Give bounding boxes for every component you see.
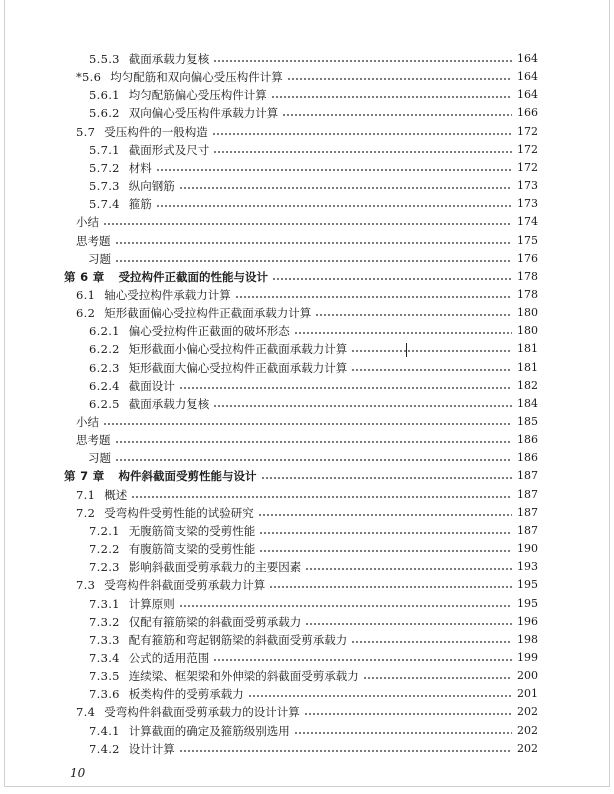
toc-entry bbox=[76, 413, 538, 431]
toc-entry-title: 概述 bbox=[104, 487, 128, 502]
toc-entry bbox=[89, 377, 538, 395]
toc-entry-page: 187 bbox=[517, 523, 538, 537]
toc-entry bbox=[89, 322, 538, 340]
dot-leader bbox=[213, 60, 512, 62]
dot-leader bbox=[287, 78, 512, 80]
toc-entry-page: 198 bbox=[517, 632, 538, 646]
dot-leader bbox=[363, 677, 512, 679]
toc-entry-title: 双向偏心受压构件承载力计算 bbox=[128, 106, 279, 121]
toc-entry-page: 173 bbox=[517, 197, 538, 211]
toc-entry-page: 186 bbox=[517, 451, 538, 465]
toc-entry-title: 纵向钢筋 bbox=[128, 179, 175, 194]
toc-entry bbox=[76, 486, 538, 504]
toc-entry-number: 5.7 bbox=[76, 124, 96, 139]
toc-entry-number: 6.2.2 bbox=[89, 342, 120, 357]
dot-leader bbox=[179, 750, 512, 752]
dot-leader bbox=[269, 586, 512, 588]
dot-leader bbox=[259, 532, 512, 534]
toc-entry-number: 7.2 bbox=[76, 505, 96, 520]
toc-entry-page: 178 bbox=[517, 287, 538, 301]
toc-entry bbox=[89, 395, 538, 413]
dot-leader bbox=[304, 713, 512, 715]
toc-entry bbox=[76, 703, 538, 721]
page-number: 10 bbox=[70, 766, 86, 780]
toc-entry-number: 7.3.1 bbox=[89, 596, 120, 611]
dot-leader bbox=[235, 296, 512, 298]
toc-entry-page: 199 bbox=[517, 650, 538, 664]
toc-entry bbox=[89, 104, 538, 122]
dot-leader bbox=[115, 260, 512, 262]
dot-leader bbox=[213, 659, 512, 661]
toc-entry bbox=[76, 123, 538, 141]
toc-entry-title: 无腹筋简支梁的受剪性能 bbox=[128, 523, 256, 538]
toc-entry-title: 配有箍筋和弯起钢筋梁的斜截面受剪承载力 bbox=[128, 632, 348, 647]
toc-entry bbox=[89, 722, 538, 740]
dot-leader bbox=[272, 278, 512, 280]
toc-entry-page: 172 bbox=[517, 160, 538, 174]
toc-entry-number: 5.7.1 bbox=[89, 142, 120, 157]
dot-leader bbox=[212, 133, 512, 135]
toc-entry bbox=[89, 359, 538, 377]
toc-entry bbox=[89, 613, 538, 631]
toc-entry bbox=[76, 68, 538, 86]
toc-entry-title: 截面承载力复核 bbox=[128, 52, 210, 66]
dot-leader bbox=[179, 187, 512, 189]
dot-leader bbox=[213, 151, 512, 153]
toc-entry-title: 习题 bbox=[88, 451, 111, 466]
toc-entry-title: 截面设计 bbox=[128, 378, 175, 393]
toc-entry-title: 影响斜截面受剪承载力的主要因素 bbox=[128, 560, 302, 575]
toc-entry-title: 轴心受拉构件承载力计算 bbox=[104, 287, 231, 302]
dot-leader bbox=[103, 423, 512, 425]
toc-entry bbox=[89, 595, 538, 613]
toc-entry-number: 6.2 bbox=[76, 306, 96, 321]
toc-entry bbox=[76, 286, 538, 304]
toc-entry-number: 6.2.4 bbox=[89, 378, 120, 393]
toc-entry-number: 7.2.1 bbox=[89, 523, 120, 538]
toc-entry-page: 196 bbox=[517, 614, 538, 628]
toc-entry-page: 185 bbox=[517, 415, 538, 428]
toc-entry-number: *5.6 bbox=[76, 70, 102, 85]
toc-entry-page: 186 bbox=[517, 433, 538, 447]
toc-entry-page: 180 bbox=[517, 324, 538, 338]
toc-entry bbox=[89, 540, 538, 558]
toc-entry bbox=[76, 232, 538, 250]
dot-leader bbox=[305, 623, 512, 625]
toc-entry-page: 201 bbox=[517, 687, 538, 701]
toc-entry-number: 7.3.3 bbox=[89, 632, 120, 647]
toc-entry-number: 7.2.2 bbox=[89, 542, 120, 557]
toc-entry-title: 计算截面的确定及箍筋级别选用 bbox=[128, 723, 290, 738]
toc-entry bbox=[89, 685, 538, 703]
toc-entry bbox=[89, 522, 538, 540]
toc-entry-number: 5.7.2 bbox=[89, 160, 120, 175]
toc-entry bbox=[76, 213, 538, 231]
toc-entry bbox=[89, 141, 538, 159]
toc-entry-number: 7.4.1 bbox=[89, 723, 120, 738]
toc-entry-title: 受弯构件受剪性能的试验研究 bbox=[104, 505, 254, 520]
toc-entry-title: 仅配有箍筋梁的斜截面受剪承载力 bbox=[128, 614, 302, 629]
toc-entry-page: 173 bbox=[517, 179, 538, 193]
dot-leader bbox=[131, 496, 512, 498]
toc-entry bbox=[89, 740, 538, 758]
toc-entry-page: 180 bbox=[517, 306, 538, 320]
toc-entry-title: 受弯构件斜截面受剪承载力计算 bbox=[104, 578, 266, 593]
toc-entry-number: 7.3.6 bbox=[89, 687, 120, 702]
toc-entry bbox=[89, 177, 538, 195]
toc-entry-page: 187 bbox=[517, 487, 538, 501]
toc-entry bbox=[89, 631, 538, 649]
toc-entry-number: 6.2.3 bbox=[89, 360, 120, 375]
toc-entry-title: 矩形截面大偏心受拉构件正截面承载力计算 bbox=[128, 360, 348, 375]
toc-chapter-entry bbox=[64, 268, 538, 286]
toc-entry-page: 172 bbox=[517, 124, 538, 138]
toc-entry bbox=[88, 250, 538, 268]
toc-entry-page: 187 bbox=[517, 505, 538, 519]
dot-leader bbox=[115, 459, 512, 461]
toc-entry-number: 5.5.3 bbox=[89, 52, 120, 66]
dot-leader bbox=[305, 568, 512, 570]
toc-entry-title: 小结 bbox=[76, 215, 99, 230]
toc-entry bbox=[89, 649, 538, 667]
toc-entry-page: 187 bbox=[517, 469, 538, 483]
toc-entry-title: 矩形截面小偏心受拉构件正截面承载力计算 bbox=[128, 342, 348, 357]
toc-entry-number: 7.4 bbox=[76, 705, 96, 720]
toc-entry bbox=[76, 576, 538, 594]
toc-entry-title: 小结 bbox=[76, 415, 99, 429]
toc-entry-title: 思考题 bbox=[76, 233, 111, 248]
toc-entry-title: 受拉构件正截面的性能与设计 bbox=[118, 269, 269, 284]
toc-entry-number: 5.6.2 bbox=[89, 106, 120, 121]
toc-entry-page: 182 bbox=[517, 378, 538, 392]
toc-entry bbox=[89, 195, 538, 213]
toc-entry-number: 第 7 章 bbox=[64, 469, 105, 484]
toc-chapter-entry bbox=[64, 467, 538, 485]
toc-entry-number: 第 6 章 bbox=[64, 269, 105, 284]
dot-leader bbox=[259, 550, 512, 552]
dot-leader bbox=[294, 332, 512, 334]
dot-leader bbox=[351, 350, 512, 352]
toc-entry-title: 构件斜截面受剪性能与设计 bbox=[118, 469, 257, 484]
toc-entry-title: 有腹筋简支梁的受剪性能 bbox=[128, 542, 256, 557]
dot-leader bbox=[156, 169, 512, 171]
toc-entry-title: 材料 bbox=[128, 160, 152, 175]
toc-entry-number: 6.1 bbox=[76, 287, 96, 302]
toc-entry bbox=[89, 340, 538, 358]
toc-entry bbox=[89, 159, 538, 177]
toc-entry-title: 习题 bbox=[88, 251, 111, 266]
toc-entry-page: 164 bbox=[517, 52, 538, 65]
toc-entry-page: 176 bbox=[517, 251, 538, 265]
toc-entry-title: 板类构件的受剪承载力 bbox=[128, 687, 244, 702]
toc-entry-title: 截面承载力复核 bbox=[128, 396, 210, 411]
toc-entry-number: 7.3.4 bbox=[89, 650, 120, 665]
toc-entry-page: 164 bbox=[517, 88, 538, 102]
dot-leader bbox=[351, 641, 512, 643]
toc-entry-title: 箍筋 bbox=[128, 197, 152, 212]
toc-entry-page: 184 bbox=[517, 396, 538, 410]
toc-entry bbox=[88, 449, 538, 467]
toc-entry-title: 设计计算 bbox=[128, 741, 175, 756]
toc-entry-page: 190 bbox=[517, 542, 538, 556]
toc-entry-title: 公式的适用范围 bbox=[128, 650, 210, 665]
dot-leader bbox=[315, 314, 512, 316]
toc-entry-title: 偏心受拉构件正截面的破坏形态 bbox=[128, 324, 290, 339]
toc-entry-page: 166 bbox=[517, 106, 538, 120]
dot-leader bbox=[271, 96, 512, 98]
dot-leader bbox=[351, 369, 512, 371]
toc-entry-number: 7.2.3 bbox=[89, 560, 120, 575]
toc-entry-page: 175 bbox=[517, 233, 538, 247]
toc-entry-page: 164 bbox=[517, 70, 538, 84]
toc-entry-number: 5.6.1 bbox=[89, 88, 120, 103]
toc-entry-number: 7.3.2 bbox=[89, 614, 120, 629]
toc-entry bbox=[76, 431, 538, 449]
toc-entry-number: 7.3 bbox=[76, 578, 96, 593]
toc-entry-number: 7.1 bbox=[76, 487, 96, 502]
toc-entry-number: 6.2.5 bbox=[89, 396, 120, 411]
toc-entry-title: 计算原则 bbox=[128, 596, 175, 611]
dot-leader bbox=[261, 477, 512, 479]
toc-entry-number: 5.7.3 bbox=[89, 179, 120, 194]
dot-leader bbox=[115, 242, 513, 244]
dot-leader bbox=[179, 605, 512, 607]
toc-entry-page: 181 bbox=[517, 342, 538, 356]
toc-entry-page: 193 bbox=[517, 560, 538, 574]
toc-entry-title: 均匀配筋和双向偏心受压构件计算 bbox=[110, 70, 283, 85]
toc-entry-number: 7.4.2 bbox=[89, 741, 120, 756]
toc-entry-page: 202 bbox=[517, 705, 538, 719]
toc-entry-page: 202 bbox=[517, 741, 538, 755]
toc-entry-page: 195 bbox=[517, 578, 538, 592]
toc-entry bbox=[89, 86, 538, 104]
dot-leader bbox=[282, 114, 512, 116]
toc-entry-page: 200 bbox=[517, 669, 538, 683]
toc-entry-page: 174 bbox=[517, 215, 538, 229]
toc-entry bbox=[89, 50, 538, 68]
toc-entry-page: 181 bbox=[517, 360, 538, 374]
dot-leader bbox=[258, 514, 512, 516]
dot-leader bbox=[115, 441, 513, 443]
dot-leader bbox=[179, 387, 512, 389]
toc-entry-number: 7.3.5 bbox=[89, 669, 120, 684]
dot-leader bbox=[294, 732, 512, 734]
toc-entry-title: 连续梁、框架梁和外伸梁的斜截面受剪承载力 bbox=[128, 669, 359, 684]
toc-entry bbox=[76, 304, 538, 322]
dot-leader bbox=[213, 405, 512, 407]
toc-entry bbox=[89, 558, 538, 576]
toc-entry-page: 178 bbox=[517, 269, 538, 283]
toc-entry-number: 6.2.1 bbox=[89, 324, 120, 339]
toc-entry-page: 195 bbox=[517, 596, 538, 610]
text-cursor bbox=[406, 343, 407, 357]
toc-entry-title: 受弯构件斜截面受剪承载力的设计计算 bbox=[104, 705, 300, 720]
toc-entry-page: 202 bbox=[517, 723, 538, 737]
toc-entry-title: 均匀配筋偏心受压构件计算 bbox=[128, 88, 267, 103]
toc-entry bbox=[89, 667, 538, 685]
toc-entry-page: 172 bbox=[517, 142, 538, 156]
dot-leader bbox=[156, 205, 512, 207]
toc-entry-title: 思考题 bbox=[76, 433, 111, 448]
toc-entry-title: 截面形式及尺寸 bbox=[128, 142, 210, 157]
dot-leader bbox=[103, 223, 512, 225]
toc-entry-number: 5.7.4 bbox=[89, 197, 120, 212]
toc-entry-title: 矩形截面偏心受拉构件正截面承载力计算 bbox=[104, 306, 312, 321]
toc-entry bbox=[76, 504, 538, 522]
dot-leader bbox=[248, 695, 512, 697]
toc-entry-title: 受压构件的一般构造 bbox=[104, 124, 208, 139]
